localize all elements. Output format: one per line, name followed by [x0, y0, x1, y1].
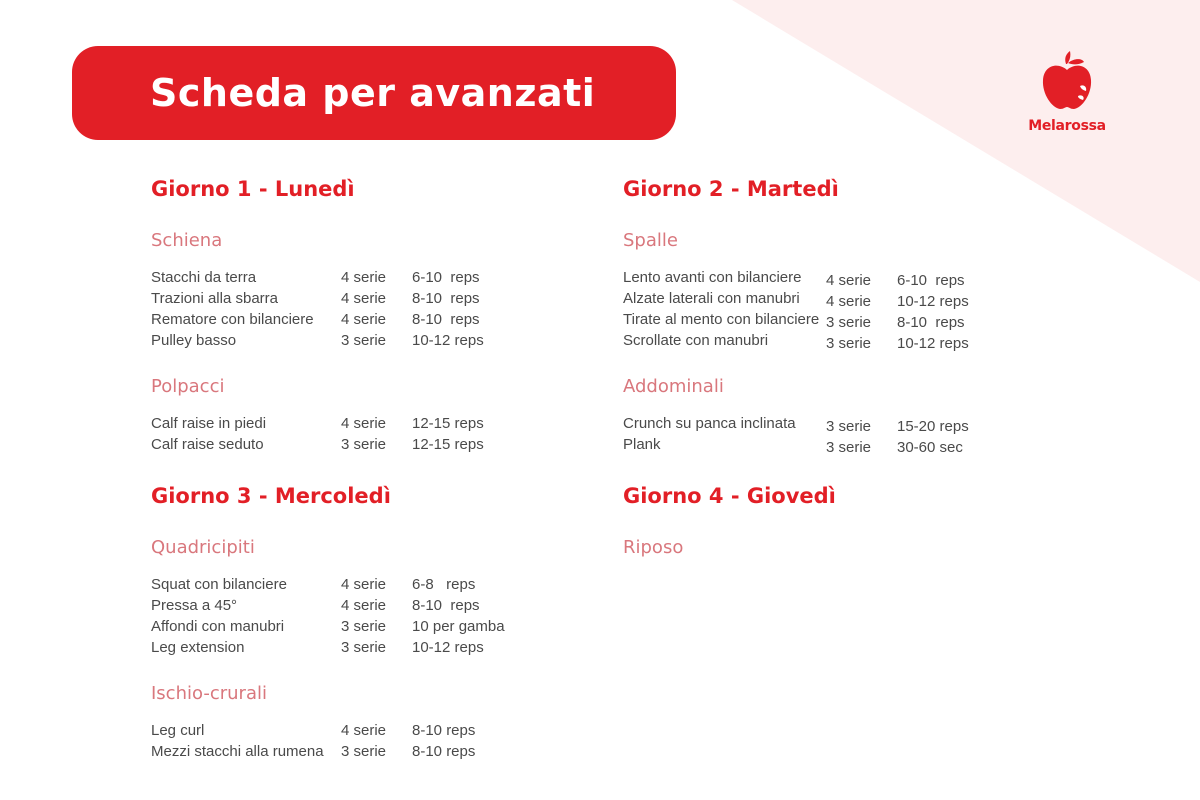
exercise-reps: 12-15 reps: [412, 436, 484, 453]
exercise-row: [623, 434, 983, 455]
exercise-sets: 4 serie: [826, 293, 872, 310]
exercise-name: Pulley basso: [151, 332, 237, 349]
exercise-name: Squat con bilanciere: [151, 576, 287, 593]
exercise-sets: 3 serie: [826, 314, 872, 331]
exercise-sets: 3 serie: [341, 639, 387, 656]
exercise-reps: 6-8 reps: [412, 576, 476, 593]
exercise-reps: 10-12 reps: [412, 639, 484, 656]
exercise-row: [151, 434, 511, 455]
exercise-row: [623, 267, 983, 288]
exercise-sets: 4 serie: [341, 415, 387, 432]
exercise-name: Affondi con manubri: [151, 618, 285, 635]
exercise-name: Alzate laterali con manubri: [623, 290, 800, 307]
exercise-name: Tirate al mento con bilanciere: [623, 311, 820, 328]
exercise-sets: 4 serie: [341, 269, 387, 286]
exercise-row: [151, 309, 511, 330]
exercise-name: Calf raise seduto: [151, 436, 264, 453]
exercise-sets: 3 serie: [826, 335, 872, 352]
exercise-row: [151, 330, 511, 351]
exercise-name: Trazioni alla sbarra: [151, 290, 278, 307]
exercise-sets: 4 serie: [826, 272, 872, 289]
exercise-reps: 8-10 reps: [412, 722, 476, 739]
exercise-sets: 4 serie: [341, 311, 387, 328]
day-title: Giorno 2 - Martedì: [623, 177, 839, 201]
exercise-sets: 4 serie: [341, 597, 387, 614]
apple-icon: [1040, 50, 1094, 112]
exercise-reps: 15-20 reps: [897, 418, 969, 435]
exercise-reps: 8-10 reps: [412, 597, 480, 614]
section-title: Addominali: [623, 376, 724, 397]
exercise-row: [151, 616, 511, 637]
exercise-sets: 3 serie: [341, 618, 387, 635]
exercise-reps: 8-10 reps: [897, 314, 965, 331]
exercise-sets: 3 serie: [826, 439, 872, 456]
exercise-reps: 10-12 reps: [897, 293, 969, 310]
exercise-reps: 6-10 reps: [897, 272, 965, 289]
exercise-reps: 12-15 reps: [412, 415, 484, 432]
brand-logo: [1022, 50, 1112, 140]
section-title: Spalle: [623, 230, 678, 251]
exercise-row: [623, 309, 983, 330]
exercise-reps: 8-10 reps: [412, 290, 480, 307]
page-title: Scheda per avanzati: [150, 71, 596, 115]
exercise-name: Scrollate con manubri: [623, 332, 769, 349]
exercise-reps: 8-10 reps: [412, 743, 476, 760]
exercise-row: [151, 637, 511, 658]
exercise-sets: 3 serie: [826, 418, 872, 435]
title-banner: [72, 46, 676, 140]
exercise-row: [151, 267, 511, 288]
exercise-name: Plank: [623, 436, 661, 453]
section-title: Riposo: [623, 537, 684, 558]
exercise-sets: 4 serie: [341, 576, 387, 593]
day-title: Giorno 3 - Mercoledì: [151, 484, 391, 508]
exercise-sets: 4 serie: [341, 722, 387, 739]
exercise-sets: 3 serie: [341, 436, 387, 453]
exercise-sets: 3 serie: [341, 743, 387, 760]
exercise-sets: 3 serie: [341, 332, 387, 349]
exercise-name: Lento avanti con bilanciere: [623, 269, 802, 286]
exercise-name: Calf raise in piedi: [151, 415, 267, 432]
exercise-name: Pressa a 45°: [151, 597, 238, 614]
exercise-reps: 10-12 reps: [412, 332, 484, 349]
exercise-name: Mezzi stacchi alla rumena: [151, 743, 324, 760]
day-title: Giorno 4 - Giovedì: [623, 484, 836, 508]
exercise-reps: 30-60 sec: [897, 439, 963, 456]
section-title: Schiena: [151, 230, 223, 251]
brand-name: Melarossa: [1028, 118, 1106, 134]
exercise-row: [623, 330, 983, 351]
exercise-name: Crunch su panca inclinata: [623, 415, 796, 432]
exercise-row: [623, 413, 983, 434]
exercise-reps: 6-10 reps: [412, 269, 480, 286]
exercise-row: [151, 595, 511, 616]
exercise-sets: 4 serie: [341, 290, 387, 307]
exercise-row: [151, 574, 511, 595]
exercise-reps: 8-10 reps: [412, 311, 480, 328]
exercise-row: [151, 741, 511, 762]
section-title: Quadricipiti: [151, 537, 255, 558]
exercise-row: [151, 288, 511, 309]
exercise-name: Rematore con bilanciere: [151, 311, 314, 328]
exercise-row: [623, 288, 983, 309]
exercise-row: [151, 413, 511, 434]
exercise-reps: 10 per gamba: [412, 618, 505, 635]
exercise-row: [151, 720, 511, 741]
exercise-name: Stacchi da terra: [151, 269, 257, 286]
exercise-name: Leg curl: [151, 722, 205, 739]
day-title: Giorno 1 - Lunedì: [151, 177, 355, 201]
section-title: Polpacci: [151, 376, 225, 397]
exercise-name: Leg extension: [151, 639, 245, 656]
section-title: Ischio-crurali: [151, 683, 267, 704]
exercise-reps: 10-12 reps: [897, 335, 969, 352]
